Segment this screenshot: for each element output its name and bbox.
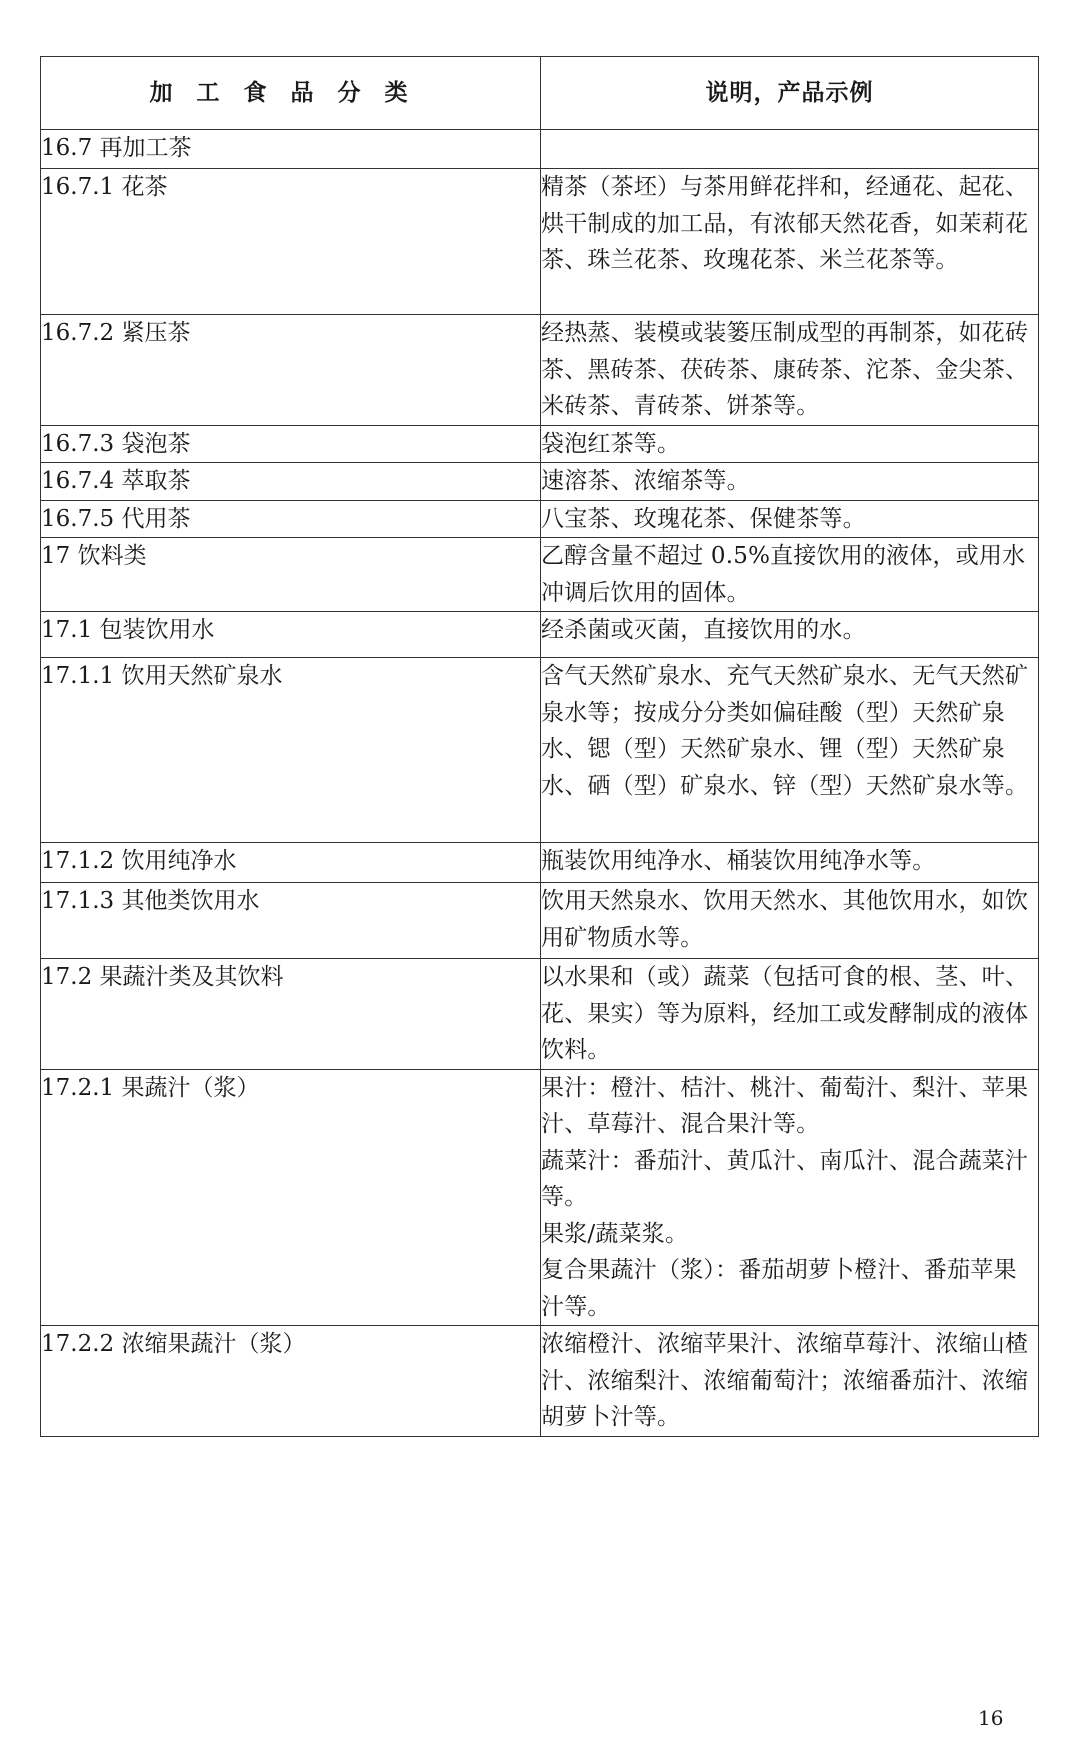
description-cell	[541, 538, 1039, 612]
description-cell	[541, 883, 1039, 959]
table-row	[41, 612, 1039, 658]
table-row	[41, 169, 1039, 315]
description-line: 八宝茶、玫瑰花茶、保健茶等。	[541, 505, 866, 532]
table-row	[41, 843, 1039, 883]
category-cell: 17.1 包装饮用水	[41, 612, 541, 658]
table-row	[41, 463, 1039, 501]
category-cell: 17.2.2 浓缩果蔬汁（浆）	[41, 1326, 541, 1437]
table-row	[41, 1326, 1039, 1437]
category-cell: 17.1.3 其他类饮用水	[41, 883, 541, 959]
description-cell	[541, 315, 1039, 426]
description-line: 速溶茶、浓缩茶等。	[541, 468, 750, 494]
description-line: 精茶（茶坯）与茶用鲜花拌和，经通花、起花、烘干制成的加工品，有浓郁天然花香，如茉莉花茶、珠兰花茶、玫瑰花茶、米兰花茶等。	[541, 174, 1029, 273]
description-line: 蔬菜汁：番茄汁、黄瓜汁、南瓜汁、混合蔬菜汁等。	[541, 1147, 1029, 1210]
table-row	[41, 959, 1039, 1070]
category-cell: 16.7.2 紧压茶	[41, 315, 541, 426]
table-header-row	[41, 57, 1039, 130]
description-line: 含气天然矿泉水、充气天然矿泉水、无气天然矿泉水等；按成分分类如偏硅酸（型）天然矿泉水、锶（型）天然矿泉水、锂（型）天然矿泉水、硒（型）矿泉水、锌（型）天然矿泉水等。	[541, 663, 1029, 799]
document-page	[40, 56, 1038, 1437]
table-row	[41, 500, 1039, 538]
table-row	[41, 425, 1039, 463]
category-cell: 17 饮料类	[41, 538, 541, 612]
category-cell: 16.7.5 代用茶	[41, 500, 541, 538]
description-cell	[541, 169, 1039, 315]
category-cell: 16.7.3 袋泡茶	[41, 425, 541, 463]
category-cell: 16.7.4 萃取茶	[41, 463, 541, 501]
table-row	[41, 658, 1039, 843]
description-cell	[541, 130, 1039, 169]
category-cell: 17.2 果蔬汁类及其饮料	[41, 959, 541, 1070]
category-cell: 17.2.1 果蔬汁（浆）	[41, 1069, 541, 1326]
description-cell	[541, 843, 1039, 883]
food-category-table	[40, 56, 1039, 1437]
category-cell: 17.1.2 饮用纯净水	[41, 843, 541, 883]
description-line: 果浆/蔬菜浆。	[541, 1220, 689, 1247]
header-description: 说明，产品示例	[541, 57, 1039, 130]
table-row	[41, 315, 1039, 426]
description-cell	[541, 425, 1039, 463]
description-cell	[541, 959, 1039, 1070]
table-row	[41, 1069, 1039, 1326]
description-cell	[541, 612, 1039, 658]
description-line: 经热蒸、装模或装篓压制成型的再制茶，如花砖茶、黑砖茶、茯砖茶、康砖茶、沱茶、金尖茶、米砖茶、青砖茶、饼茶等。	[541, 320, 1029, 419]
category-cell: 16.7.1 花茶	[41, 169, 541, 315]
table-row	[41, 130, 1039, 169]
description-line: 经杀菌或灭菌，直接饮用的水。	[541, 617, 866, 643]
description-line: 浓缩橙汁、浓缩苹果汁、浓缩草莓汁、浓缩山楂汁、浓缩梨汁、浓缩葡萄汁；浓缩番茄汁、浓缩胡萝卜汁等。	[541, 1331, 1029, 1430]
description-line: 瓶装饮用纯净水、桶装饮用纯净水等。	[541, 848, 936, 874]
description-line: 袋泡红茶等。	[541, 430, 681, 457]
category-cell: 16.7 再加工茶	[41, 130, 541, 169]
description-cell	[541, 500, 1039, 538]
description-cell	[541, 658, 1039, 843]
description-line: 果汁：橙汁、桔汁、桃汁、葡萄汁、梨汁、苹果汁、草莓汁、混合果汁等。	[541, 1074, 1029, 1137]
category-cell: 17.1.1 饮用天然矿泉水	[41, 658, 541, 843]
table-row	[41, 538, 1039, 612]
description-line: 乙醇含量不超过 0.5%直接饮用的液体，或用水冲调后饮用的固体。	[541, 543, 1026, 606]
description-cell	[541, 1069, 1039, 1326]
description-line: 以水果和（或）蔬菜（包括可食的根、茎、叶、花、果实）等为原料，经加工或发酵制成的液体饮料。	[541, 964, 1029, 1063]
page-number: 16	[978, 1706, 1004, 1730]
description-cell	[541, 1326, 1039, 1437]
header-category: 加工食品分类	[41, 57, 541, 130]
description-cell	[541, 463, 1039, 501]
table-row	[41, 883, 1039, 959]
description-line: 复合果蔬汁（浆）：番茄胡萝卜橙汁、番茄苹果汁等。	[541, 1257, 1017, 1320]
description-line: 饮用天然泉水、饮用天然水、其他饮用水，如饮用矿物质水等。	[541, 888, 1029, 951]
